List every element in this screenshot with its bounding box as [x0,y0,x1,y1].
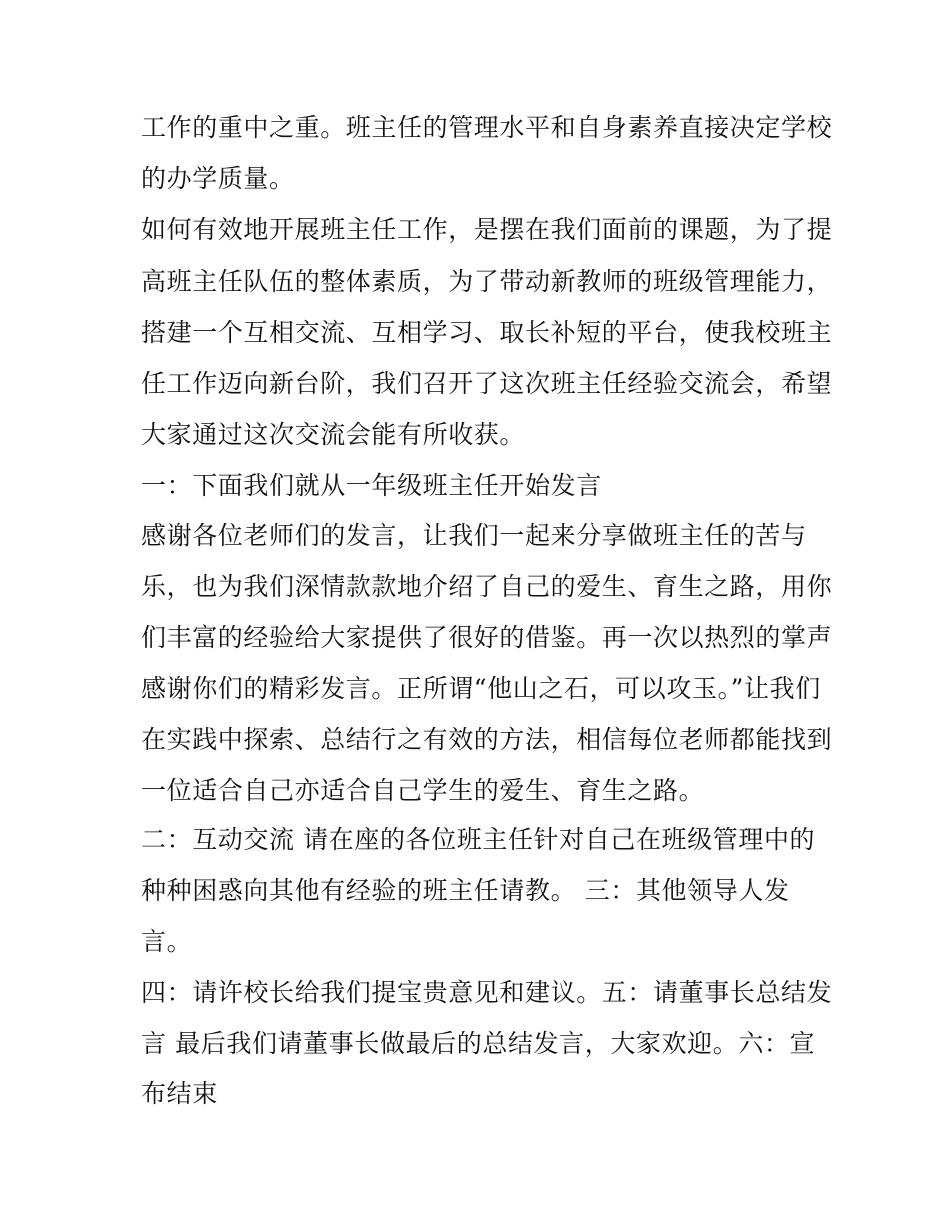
text-line: 的办学质量。 [141,164,295,193]
text-line: 在实践中探索、总结行之有效的方法，相信每位老师都能找到 [141,725,833,754]
section-heading: 一：下面我们就从一年级班主任开始发言 [141,471,602,500]
text-line: 二：互动交流 请在座的各位班主任针对自己在班级管理中的 [141,825,816,854]
text-line: 言。 [141,927,193,956]
text-line: 任工作迈向新台阶，我们召开了这次班主任经验交流会，希望 [141,369,833,398]
text-line: 们丰富的经验给大家提供了很好的借鉴。再一次以热烈的掌声 [141,623,833,652]
text-line: 工作的重中之重。班主任的管理水平和自身素养直接决定学校 [141,113,833,142]
text-line: 高班主任队伍的整体素质，为了带动新教师的班级管理能力， [141,267,833,296]
text-line: 如何有效地开展班主任工作，是摆在我们面前的课题，为了提 [141,215,833,244]
text-line: 搭建一个互相交流、互相学习、取长补短的平台，使我校班主 [141,318,833,347]
text-line: 感谢各位老师们的发言，让我们一起来分享做班主任的苦与 [141,521,807,550]
text-line: 四：请许校长给我们提宝贵意见和建议。五：请董事长总结发 [141,978,833,1007]
text-line: 种种困惑向其他有经验的班主任请教。 三：其他领导人发 [141,876,790,905]
text-line: 乐，也为我们深情款款地介绍了自己的爱生、育生之路，用你 [141,572,833,601]
text-line: 言 最后我们请董事长做最后的总结发言，大家欢迎。六：宣 [141,1029,816,1058]
text-line: 布结束 [141,1079,218,1108]
text-line: 感谢你们的精彩发言。正所谓“他山之石，可以攻玉。”让我们 [141,674,821,703]
text-line: 一位适合自己亦适合自己学生的爱生、育生之路。 [141,776,705,805]
text-line: 大家通过这次交流会能有所收获。 [141,420,526,449]
